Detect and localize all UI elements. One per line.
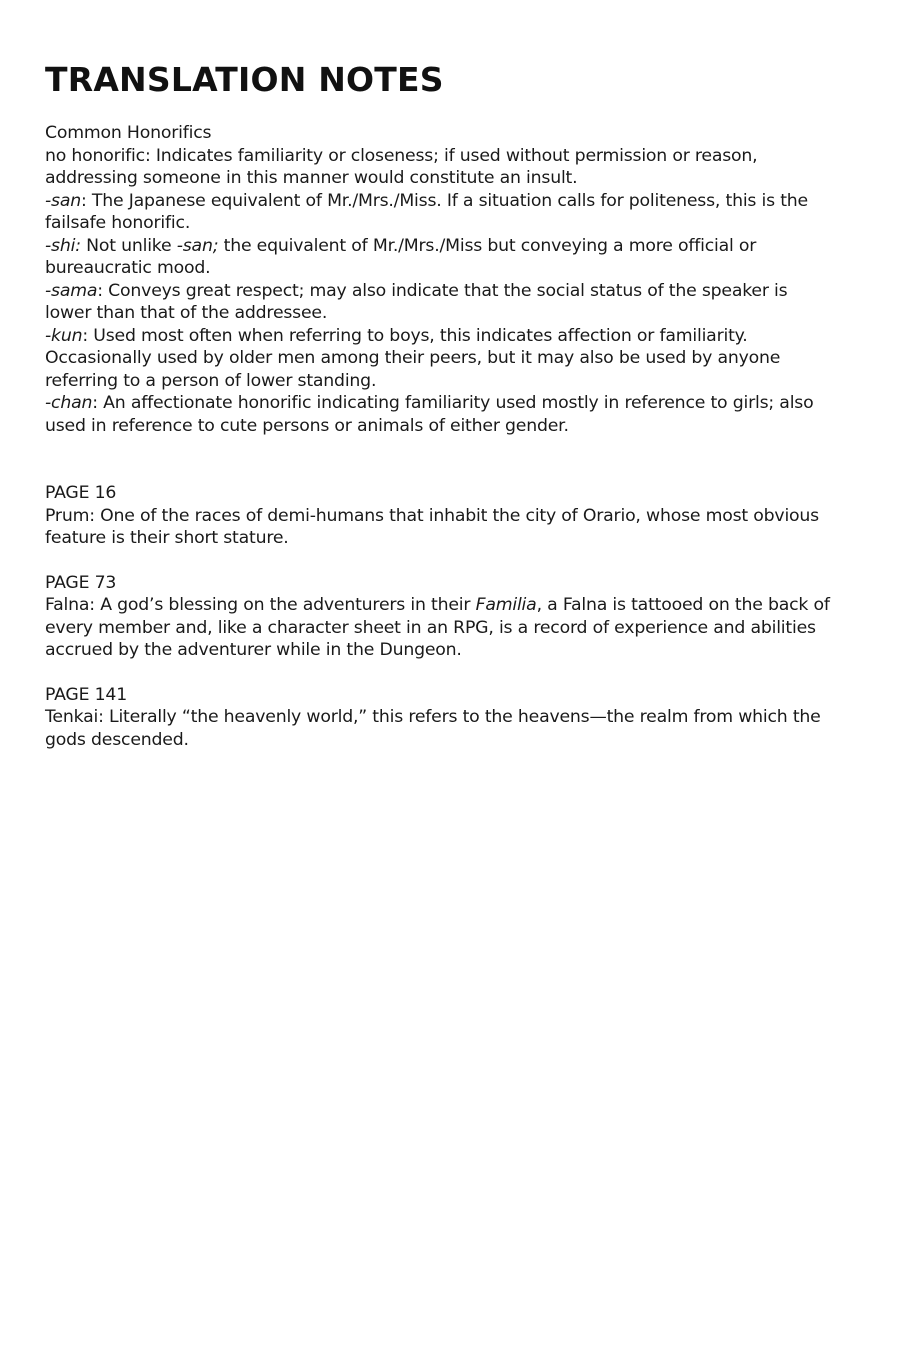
- honorific-inline-term: -san;: [176, 235, 219, 256]
- page-title: TRANSLATION NOTES: [45, 60, 444, 99]
- note-page-73: [45, 572, 835, 662]
- note-page-141: [45, 684, 835, 752]
- honorific-definition: the equivalent of Mr./Mrs./Miss but conveying a more official or bureaucratic mood.: [45, 235, 757, 278]
- document-page: [45, 58, 835, 751]
- honorific-shi: [45, 235, 835, 280]
- note-page-number: PAGE 141: [45, 684, 128, 705]
- note-italic-term: Familia: [475, 595, 537, 615]
- note-text: [45, 594, 835, 662]
- honorific-definition: : The Japanese equivalent of Mr./Mrs./Miss. If a situation calls for politeness, this is the failsafe honorific.: [45, 190, 808, 233]
- note-text: Prum: One of the races of demi-humans that inhabit the city of Orario, whose most obvious feature is their short stature.: [45, 505, 819, 548]
- note-text: Tenkai: Literally “the heavenly world,” this refers to the heavens—the realm from which the gods descended.: [45, 707, 821, 750]
- honorific-definition: Not unlike: [80, 235, 177, 256]
- honorific-term: -chan: [45, 393, 93, 413]
- honorific-term: -sama: [45, 280, 98, 301]
- honorific-san: [45, 190, 835, 235]
- note-page-16: [45, 482, 835, 550]
- honorifics-heading: Common Honorifics: [45, 123, 212, 143]
- honorific-definition: : Conveys great respect; may also indicate that the social status of the speaker is lower than that of the addressee.: [45, 280, 788, 323]
- honorific-chan: [45, 392, 835, 437]
- honorific-none: no honorific: Indicates familiarity or closeness; if used without permission or reason, addressing someone in this manner would constitute an insult.: [45, 145, 758, 188]
- honorifics-section: [45, 122, 835, 437]
- note-text-part: , a Falna is tattooed on the back of every member and, like a character sheet in an RPG, is a record of experience and abilities accrued by the adventurer while in the Dungeon.: [45, 595, 830, 660]
- honorific-definition: : An affectionate honorific indicating familiarity used mostly in reference to girls; also used in reference to cute persons or animals of either gender.: [45, 393, 814, 436]
- note-text-part: Falna: A god’s blessing on the adventurers in their: [45, 595, 476, 615]
- honorific-term: -shi:: [45, 235, 81, 256]
- honorific-kun: [45, 325, 835, 393]
- note-page-number: PAGE 73: [45, 572, 117, 593]
- honorific-term: -kun: [45, 325, 83, 346]
- honorific-sama: [45, 280, 835, 325]
- honorific-term: -san: [45, 190, 81, 211]
- honorific-definition: : Used most often when referring to boys, this indicates affection or familiarity. Occasionally used by older men among their peers, but it may also be used by anyone referring to a person of lower standing.: [45, 325, 781, 391]
- note-page-number: PAGE 16: [45, 483, 117, 503]
